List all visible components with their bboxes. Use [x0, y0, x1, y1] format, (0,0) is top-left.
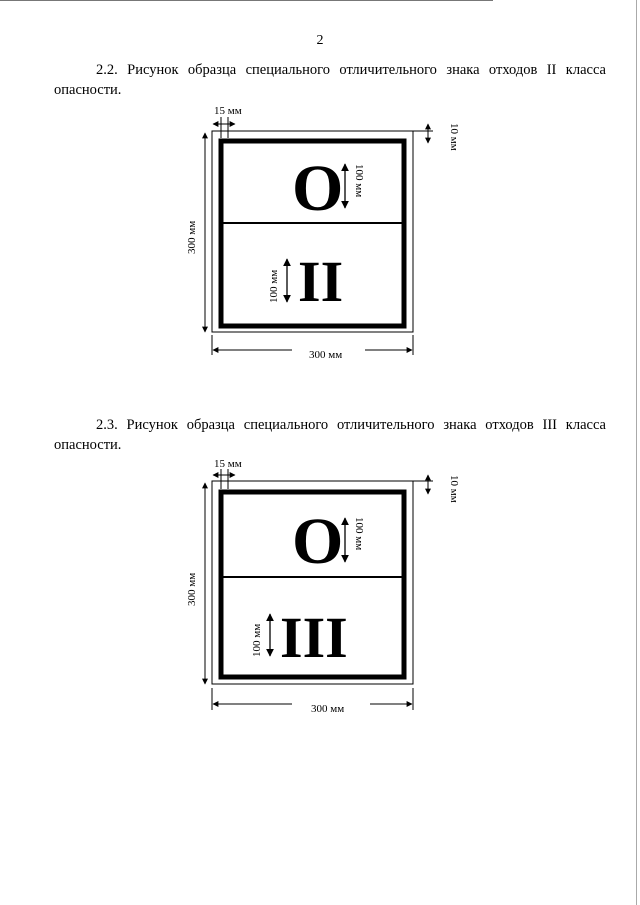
letter-height-label-top: 100 мм	[353, 164, 365, 198]
figure-caption-2-2-line1: 2.2. Рисунок образца специального отличительного знака отходов II класса	[96, 62, 606, 78]
sign-top-symbol: О	[292, 505, 344, 578]
height-dimension-label: 300 мм	[186, 572, 198, 606]
height-dimension-label: 300 мм	[186, 220, 198, 254]
margin-dimension-label: 15 мм	[214, 458, 242, 470]
letter-height-label-bottom: 100 мм	[268, 269, 280, 303]
figure-caption-2-3-line1: 2.3. Рисунок образца специального отличительного знака отходов III класса	[96, 417, 606, 433]
margin-dimension-label: 15 мм	[214, 105, 242, 117]
width-dimension-label: 300 мм	[311, 703, 345, 715]
letter-height-label-bottom: 100 мм	[251, 623, 263, 657]
top-margin-dimension-label: 10 мм	[448, 123, 460, 151]
top-margin-dimension-label: 10 мм	[448, 475, 460, 503]
sign-bottom-symbol: II	[298, 249, 344, 314]
sign-bottom-symbol: III	[280, 605, 348, 670]
sign-top-symbol: О	[292, 152, 344, 225]
letter-height-label-top: 100 мм	[353, 517, 365, 551]
figure-caption-2-3-line2: опасности.	[54, 437, 122, 453]
figure-caption-2-2-line2: опасности.	[54, 82, 122, 98]
page-number: 2	[316, 33, 324, 48]
width-dimension-label: 300 мм	[309, 349, 343, 361]
